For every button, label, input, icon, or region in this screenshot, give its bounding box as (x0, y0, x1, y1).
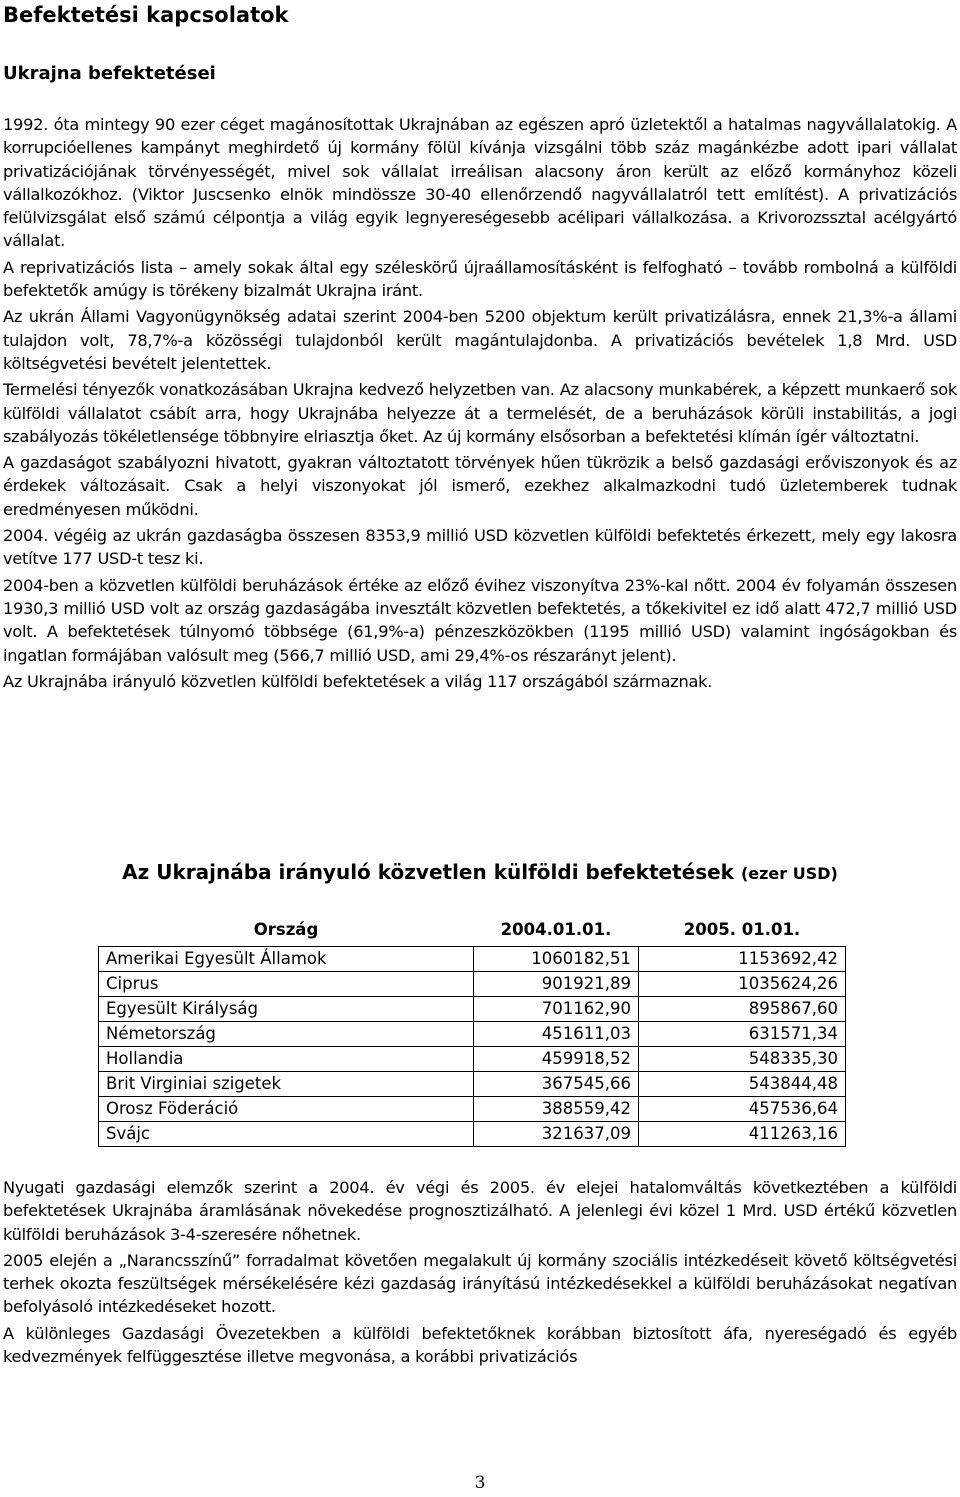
paragraph: 2004. végéig az ukrán gazdaságba összesen 8353,9 millió USD közvetlen külföldi befektetés érkezett, mely egy lakosra vetítve 177 USD-t tesz ki. (3, 526, 957, 569)
table-header-row (99, 913, 846, 947)
paragraph: 2004-ben a közvetlen külföldi beruházások értéke az előző évihez viszonyítva 23%-kal nőtt. 2004 év folyamán összesen 1930,3 millió USD volt az ország gazdaságába invesztált közvetlen befektetés, a tőkekivitel ez idő alatt 472,7 millió USD volt. A befektetések túlnyomó többsége (61,9%-a) pénzeszközökben (1195 millió USD) valamint ingóságokban és ingatlan formájában valósult meg (566,7 millió USD, ami 29,4%-os részarányt jelent). (3, 575, 957, 665)
country-cell: Svájc (99, 1122, 474, 1147)
paragraph: Az Ukrajnába irányuló közvetlen külföldi befektetések a világ 117 országából származnak. (3, 671, 713, 691)
closing-text (3, 1176, 957, 1371)
page-heading: Befektetési kapcsolatok (3, 3, 289, 27)
value-2004-cell: 451611,03 (474, 1022, 639, 1047)
paragraph: A gazdaságot szabályozni hivatott, gyakran változtatott törvények hűen tükrözik a belső gazdasági erőviszonyok és az érdekek változásait. Csak a helyi viszonyokat jól ismerő, ezekhez alkalmazkodni tudó üzletemberek tudnak eredményesen működni. (3, 453, 957, 519)
value-2005-cell: 548335,30 (639, 1047, 846, 1072)
paragraph: Az ukrán Állami Vagyonügynökség adatai szerint 2004-ben 5200 objektum került privatizálásra, ennek 21,3%-a állami tulajdon volt, 78,7%-a közösségi tulajdonból került magántulajdonba. A privatizációs bevételek 1,8 Mrd. USD költségvetési bevételt jelentettek. (3, 307, 957, 373)
table-row (99, 972, 846, 997)
value-2004-cell: 701162,90 (474, 997, 639, 1022)
value-2004-cell: 367545,66 (474, 1072, 639, 1097)
country-cell: Amerikai Egyesült Államok (99, 947, 474, 972)
table-row (99, 1072, 846, 1097)
value-2004-cell: 1060182,51 (474, 947, 639, 972)
column-header-2005: 2005. 01.01. (683, 920, 801, 939)
value-2005-cell: 1035624,26 (639, 972, 846, 997)
value-2005-cell: 457536,64 (639, 1097, 846, 1122)
table-title-text: Az Ukrajnába irányuló közvetlen külföldi befektetések (122, 860, 734, 884)
value-2004-cell: 321637,09 (474, 1122, 639, 1147)
column-header-country: Ország (253, 920, 319, 939)
paragraph: Termelési tényezők vonatkozásában Ukrajna kedvező helyzetben van. Az alacsony munkabérek, a képzett munkaerő sok külföldi vállalatot csábít arra, hogy Ukrajnába helyezze át a termelését, de a beruházások körüli instabilitás, a jogi szabályozás tökéletlensége többnyire elriasztja őket. Az új kormány elsősorban a befektetési klímán ígér változtatni. (3, 380, 957, 446)
table-row (99, 1022, 846, 1047)
value-2004-cell: 388559,42 (474, 1097, 639, 1122)
column-header-2004: 2004.01.01. (500, 920, 612, 939)
paragraph: Nyugati gazdasági elemzők szerint a 2004. év végi és 2005. év elejei hatalomváltás következtében a külföldi befektetések Ukrajnába áramlásának növekedése prognosztizálható. A jelenlegi évi közel 1 Mrd. USD értékű közvetlen külföldi beruházások 3-4-szeresére nőhetnek. (3, 1178, 957, 1244)
country-cell: Egyesült Királyság (99, 997, 474, 1022)
paragraph: 2005 elején a „Narancsszínű” forradalmat követően megalakult új kormány szociális intézkedéseit követő költségvetési terhek okozta feszültségek mérsékelésére kézi gazdaság irányítású intézkedésekkel a külföldi beruházásokat negatívan befolyásoló intézkedéseket hozott. (3, 1250, 957, 1317)
value-2005-cell: 631571,34 (639, 1022, 846, 1047)
investment-table (98, 913, 846, 1147)
page-number: 3 (474, 1473, 486, 1493)
table-row (99, 1122, 846, 1147)
table-row (99, 1097, 846, 1122)
paragraph: A különleges Gazdasági Övezetekben a külföldi befektetőknek korábban biztosított áfa, nyereségadó és egyéb kedvezmények felfüggesztése illetve megvonása, a korábbi privatizációs (3, 1323, 957, 1367)
value-2005-cell: 895867,60 (639, 997, 846, 1022)
table-unit: (ezer USD) (740, 864, 838, 883)
value-2005-cell: 1153692,42 (639, 947, 846, 972)
country-cell: Németország (99, 1022, 474, 1047)
body-text (3, 113, 957, 696)
country-cell: Hollandia (99, 1047, 474, 1072)
country-cell: Orosz Föderáció (99, 1097, 474, 1122)
value-2005-cell: 543844,48 (639, 1072, 846, 1097)
paragraph: A reprivatizációs lista – amely sokak által egy széleskörű újraállamosításként is felfogható – tovább rombolná a külföldi befektetők amúgy is törékeny bizalmát Ukrajna iránt. (3, 257, 957, 301)
table-row (99, 997, 846, 1022)
value-2004-cell: 459918,52 (474, 1047, 639, 1072)
section-subheading: Ukrajna befektetései (3, 63, 216, 84)
table-row (99, 947, 846, 972)
value-2005-cell: 411263,16 (639, 1122, 846, 1147)
value-2004-cell: 901921,89 (474, 972, 639, 997)
country-cell: Brit Virginiai szigetek (99, 1072, 474, 1097)
country-cell: Ciprus (99, 972, 474, 997)
table-row (99, 1047, 846, 1072)
paragraph: 1992. óta mintegy 90 ezer céget magánosítottak Ukrajnában az egészen apró üzletektől a hatalmas nagyvállalatokig. A korrupcióellenes kampányt meghirdető új kormány fölül kívánja vizsgálni több száz magánkézbe adott ipari vállalat privatizációjának törvényességét, mivel sok vállalat irreálisan alacsony áron került az előző kormányhoz közeli vállalkozókhoz. (Viktor Juscsenko elnök mindössze 30-40 ellenőrzendő nagyvállalatról tett említést). A privatizációs felülvizsgálat első számú célpontja a világ egyik legnyereségesebb acélipari vállalkozása. a Krivorozssztal acélgyártó vállalat. (3, 115, 957, 251)
table-title (0, 858, 960, 888)
